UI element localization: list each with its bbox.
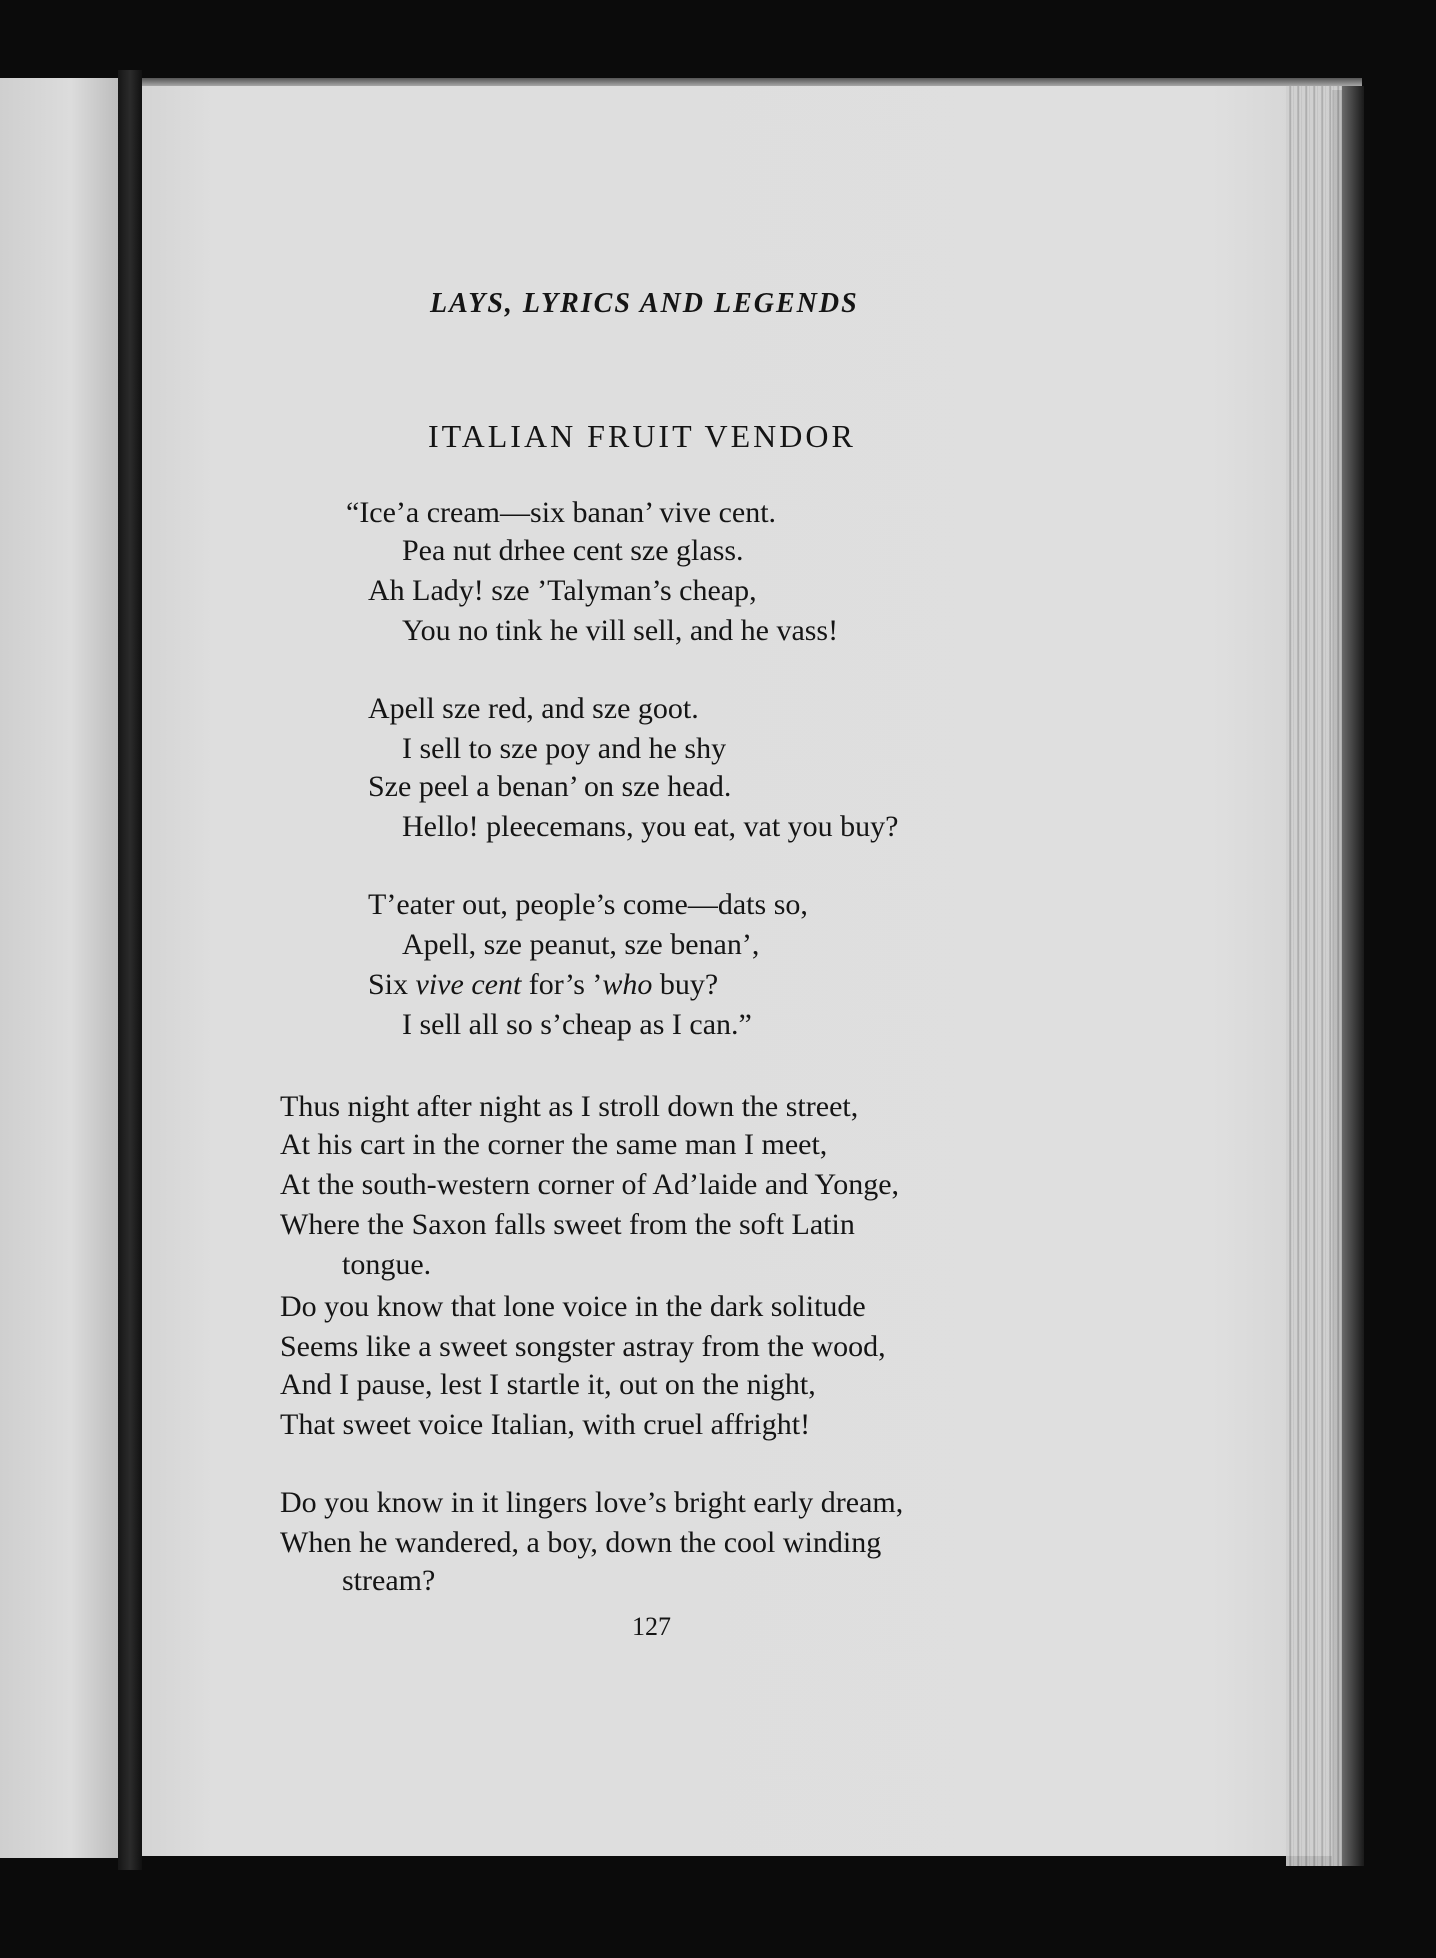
stanza3-line4: I sell all so s’cheap as I can.”	[402, 1008, 752, 1041]
stanza4-line4: Where the Saxon falls sweet from the soft Latin	[280, 1208, 855, 1241]
poem-title: ITALIAN FRUIT VENDOR	[428, 418, 856, 454]
stanza3-line3-a: Six	[368, 968, 416, 1001]
stanza2-line3: Sze peel a benan’ on sze head.	[368, 770, 732, 803]
stanza2-line1: Apell sze red, and sze goot.	[368, 692, 699, 725]
stanza1-line1: “Ice’a cream—six banan’ vive cent.	[346, 496, 777, 529]
stanza3-line3-d: who	[602, 968, 653, 1001]
stanza5-line2: When he wandered, a boy, down the cool winding	[280, 1526, 882, 1559]
stanza1-line4: You no tink he vill sell, and he vass!	[402, 614, 839, 647]
stanza1-line3: Ah Lady! sze ’Talyman’s cheap,	[368, 574, 757, 607]
running-head: LAYS, LYRICS AND LEGENDS	[430, 288, 859, 319]
left-page-edge	[0, 78, 118, 1858]
stanza4-line6: Do you know that lone voice in the dark solitude	[280, 1290, 866, 1323]
book-gutter	[118, 70, 142, 1870]
stanza3-line3	[368, 966, 718, 1004]
stanza3-line3-e: buy?	[652, 968, 719, 1001]
stanza4-line7: Seems like a sweet songster astray from the wood,	[280, 1330, 886, 1363]
page-number: 127	[632, 1612, 671, 1641]
stanza2-line2: I sell to sze poy and he shy	[402, 732, 727, 765]
stanza2-line4: Hello! pleecemans, you eat, vat you buy?	[402, 810, 899, 843]
stanza3-line3-b: vive cent	[415, 968, 522, 1001]
stanza1-line2: Pea nut drhee cent sze glass.	[402, 534, 744, 567]
stanza3-line3-c: for’s ’	[521, 968, 603, 1001]
stanza5-line3: stream?	[342, 1564, 436, 1597]
stanza4-line5: tongue.	[342, 1248, 432, 1281]
stanza3-line2: Apell, sze peanut, sze benan’,	[402, 928, 760, 961]
book-page	[142, 86, 1332, 1856]
stanza4-line1: Thus night after night as I stroll down the street,	[280, 1090, 859, 1123]
stanza5-line1: Do you know in it lingers love’s bright early dream,	[280, 1486, 904, 1519]
stanza3-line1: T’eater out, people’s come—dats so,	[368, 888, 808, 921]
stanza4-line8: And I pause, lest I startle it, out on the night,	[280, 1368, 816, 1401]
right-edge-shadow	[1342, 86, 1364, 1866]
stanza4-line2: At his cart in the corner the same man I meet,	[280, 1128, 828, 1161]
stanza4-line3: At the south-western corner of Ad’laide and Yonge,	[280, 1168, 900, 1201]
stanza4-line9: That sweet voice Italian, with cruel affright!	[280, 1408, 811, 1441]
